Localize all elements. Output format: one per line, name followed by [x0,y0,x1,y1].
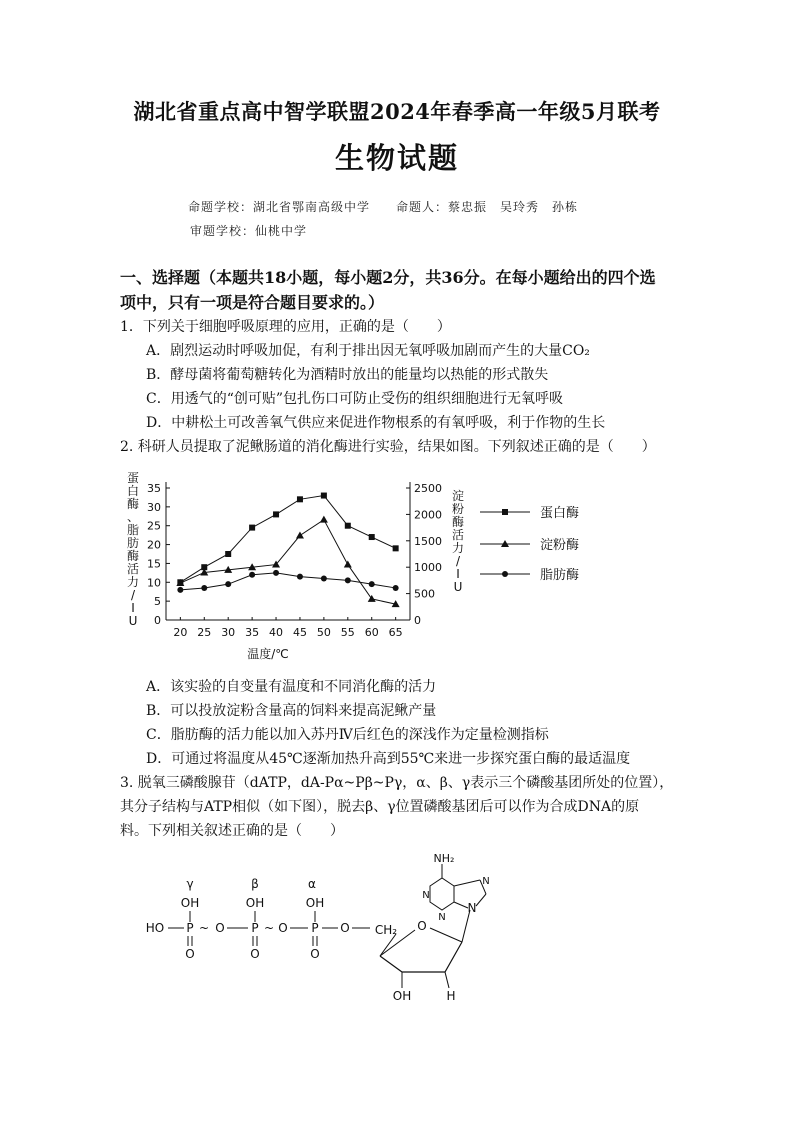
q1-stem: 1．下列关于细胞呼吸原理的应用，正确的是（ ） [120,319,451,335]
svg-text:N: N [422,890,430,901]
y-right-tick-label: 2500 [414,482,442,495]
x-tick-label: 35 [245,626,260,639]
q1-option-c: C．用透气的“创可贴”包扎伤口可防止受伤的组织细胞进行无氧呼吸 [146,391,564,407]
series-point-2 [345,577,351,583]
h-2prime: H [446,989,456,1003]
y-left-axis-label: 力 [126,575,140,589]
svg-text:~: ~ [198,921,210,935]
x-tick-label: 40 [269,626,284,639]
y-left-tick-label: 15 [147,557,161,571]
q1-option-a: A．剧烈运动时呼吸加促，有利于排出因无氧呼吸加剧而产生的大量CO₂ [146,343,590,359]
section-heading-line2: 项中，只有一项是符合题目要求的。） [120,293,385,312]
p-beta: P [251,921,259,935]
oh-gamma: OH [180,896,200,910]
y-right-tick-label: 500 [414,587,435,601]
q2-stem: 2. 科研人员提取了泥鳅肠道的消化酶进行实验，结果如图。下列叙述正确的是（ ） [120,439,656,455]
alpha-label: α [308,877,316,891]
x-tick-label: 45 [292,626,307,639]
svg-text:O: O [185,947,195,961]
y-right-tick-label: 1500 [414,534,442,548]
y-right-axis-label: 活 [451,528,465,542]
y-right-axis-label: U [453,580,463,594]
y-right-tick-label: 2000 [414,508,442,522]
x-tick-label: 55 [340,626,355,639]
svg-text:N: N [482,876,490,887]
svg-text:O: O [215,921,225,935]
series-point-1 [344,561,352,568]
y-left-tick-label: 20 [147,538,161,552]
series-point-0 [225,551,231,557]
q1-option-d: D．中耕松土可改善氧气供应来促进作物根系的有氧呼吸，利于作物的生长 [146,415,606,431]
y-left-axis-label: 肪 [126,536,140,550]
y-left-tick-label: 25 [147,519,161,533]
svg-text:O: O [310,947,320,961]
setter-line: 命题学校：湖北省鄂南高级中学 命题人：蔡忠振 吴玲秀 孙栋 [188,200,579,214]
series-point-0 [273,511,279,517]
svg-text:N: N [467,901,477,915]
series-point-0 [321,493,327,499]
x-tick-label: 60 [364,626,379,639]
series-point-1 [296,532,304,539]
y-left-axis-label: 酶 [126,497,140,511]
y-left-axis-label: I [131,601,135,615]
series-line-1 [180,520,395,604]
svg-text:~: ~ [263,921,275,935]
series-point-0 [393,545,399,551]
y-right-axis-label: I [456,567,460,581]
nh2-group: NH₂ [433,852,455,865]
series-point-2 [177,587,183,593]
q3-line3: 料。下列相关叙述正确的是（ ） [120,823,344,839]
datp-structure [140,850,520,1010]
y-right-axis-label: 力 [451,541,465,555]
y-left-axis-label: 活 [126,562,140,576]
series-point-2 [225,581,231,587]
gamma-label: γ [186,877,194,891]
p-gamma: P [186,921,194,935]
y-right-axis-label: 酶 [451,515,465,529]
series-point-1 [320,516,328,523]
y-left-tick-label: 30 [147,500,161,514]
beta-label: β [251,877,259,891]
x-axis-label: 温度/℃ [247,647,289,661]
q2-option-c: C．脂肪酶的活力能以加入苏丹Ⅳ后红色的深浅作为定量检测指标 [146,727,549,743]
y-left-axis-label: 酶 [126,549,140,563]
y-left-tick-label: 5 [154,595,161,609]
y-right-axis-label: / [455,554,461,568]
series-line-0 [180,496,395,583]
series-point-0 [369,534,375,540]
enzyme-chart [118,470,598,668]
q3-line2: 其分子结构与ATP相似（如下图），脱去β、γ位置磷酸基团后可以作为合成DNA的原 [120,799,640,815]
x-tick-label: 30 [221,626,236,639]
y-left-axis-label: 脂 [126,523,140,537]
subject-title: 生物试题 [334,141,459,175]
q3-line1: 3. 脱氧三磷酸腺苷（dATP，dA-Pα~Pβ~Pγ，α、β、γ表示三个磷酸基团所处的位置）， [120,775,674,791]
svg-text:O: O [340,921,350,935]
legend-label-1: 淀粉酶 [540,538,580,553]
x-tick-label: 25 [197,626,212,639]
svg-text:O: O [417,919,427,933]
oh-alpha: OH [305,896,325,910]
x-tick-label: 65 [388,626,403,639]
series-point-2 [249,572,255,578]
q2-option-a: A．该实验的自变量有温度和不同消化酶的活力 [146,679,437,695]
x-tick-label: 20 [173,626,188,639]
svg-text:O: O [278,921,288,935]
q2-option-d: D．可通过将温度从45℃逐渐加热升高到55℃来进一步探究蛋白酶的最适温度 [146,751,631,767]
y-left-axis-label: 蛋 [126,471,140,485]
section-heading-line1: 一、选择题（本题共18小题，每小题2分，共36分。在每小题给出的四个选 [120,268,656,287]
svg-text:N: N [438,912,446,923]
y-left-axis-label: 、 [126,510,140,524]
y-left-tick-label: 10 [147,576,161,590]
series-point-2 [369,581,375,587]
y-left-tick-label: 35 [147,482,161,495]
y-left-axis-label: / [130,588,136,602]
series-point-0 [345,523,351,529]
ho-group: HO [145,921,165,935]
series-point-1 [368,595,376,602]
series-point-2 [297,574,303,580]
series-point-0 [249,525,255,531]
ch2-group: CH₂ [374,923,398,937]
y-left-axis-label: U [128,614,138,628]
legend-marker-0 [502,509,508,515]
y-left-tick-label: 0 [154,614,161,627]
series-point-2 [321,576,327,582]
oh-beta: OH [245,896,265,910]
y-right-tick-label: 0 [414,614,421,627]
legend-marker-2 [502,571,508,577]
oh-3prime: OH [392,989,412,1003]
q1-option-b: B．酵母菌将葡萄糖转化为酒精时放出的能量均以热能的形式散失 [146,367,549,383]
y-right-axis-label: 粉 [451,502,465,516]
svg-text:O: O [250,947,260,961]
y-left-axis-label: 白 [126,484,140,498]
y-right-tick-label: 1000 [414,561,442,575]
series-point-2 [393,585,399,591]
legend-label-0: 蛋白酶 [540,506,580,521]
series-point-2 [201,585,207,591]
exam-title: 湖北省重点高中智学联盟2024年春季高一年级5月联考 [133,99,661,124]
legend-label-2: 脂肪酶 [540,568,580,583]
series-point-0 [297,496,303,502]
q2-option-b: B．可以投放淀粉含量高的饲料来提高泥鳅产量 [146,703,437,719]
y-right-axis-label: 淀 [451,489,465,503]
x-tick-label: 50 [316,626,331,639]
series-point-2 [273,570,279,576]
reviewer-line: 审题学校：仙桃中学 [190,224,308,238]
p-alpha: P [311,921,319,935]
